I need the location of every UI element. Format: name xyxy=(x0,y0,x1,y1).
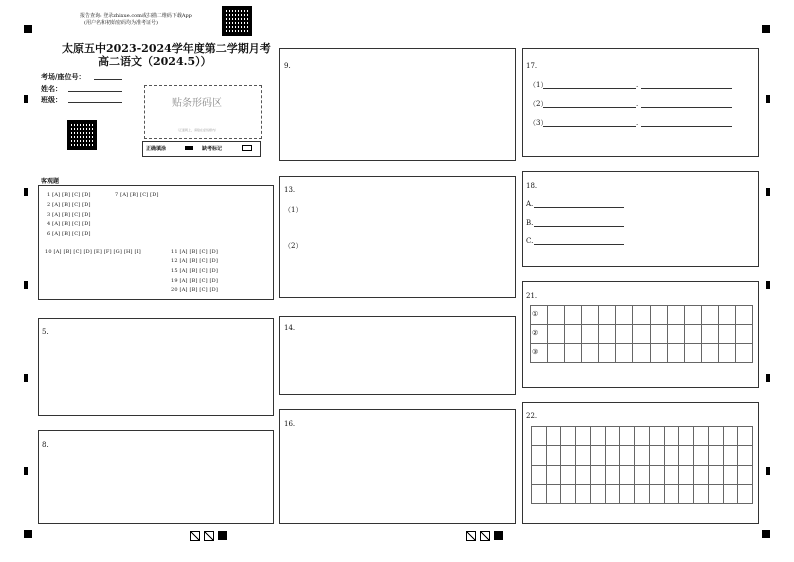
app-qr-code xyxy=(222,6,252,36)
exam-seat-field[interactable] xyxy=(94,79,122,80)
answer-line[interactable] xyxy=(543,107,636,108)
grid-cell[interactable] xyxy=(635,466,650,485)
grid-cell[interactable] xyxy=(561,427,576,446)
grid-cell[interactable] xyxy=(736,306,753,325)
choice-row[interactable]: 10 [A] [B] [C] [D] [E] [F] [G] [H] [I] xyxy=(45,249,141,255)
barcode-area-hint: （正面朝上，请贴在虚线框内） xyxy=(176,128,219,132)
grid-cell[interactable] xyxy=(565,306,582,325)
grid-cell[interactable] xyxy=(679,427,694,446)
choice-row[interactable]: 4 [A] [B] [C] [D] xyxy=(47,221,91,227)
timing-mark xyxy=(766,374,770,382)
page-mark-hatched xyxy=(204,531,214,541)
grid-cell[interactable] xyxy=(719,325,736,344)
question-number: 14. xyxy=(284,324,296,332)
answer-line[interactable] xyxy=(543,126,636,127)
grid-cell[interactable] xyxy=(635,427,650,446)
grid-cell[interactable] xyxy=(702,306,719,325)
timing-mark xyxy=(24,95,28,103)
question-number: 9. xyxy=(284,62,291,70)
answer-box-q18 xyxy=(522,171,759,267)
answer-line[interactable] xyxy=(534,244,624,245)
student-qr-code xyxy=(67,120,97,150)
answer-line[interactable] xyxy=(534,207,624,208)
grid-cell[interactable] xyxy=(547,446,562,465)
grid-cell[interactable] xyxy=(582,344,599,363)
grid-cell[interactable] xyxy=(694,427,709,446)
sub-question-number: （3） xyxy=(529,119,548,127)
grid-cell[interactable] xyxy=(709,446,724,465)
grid-cell[interactable] xyxy=(606,427,621,446)
corner-mark-top-right xyxy=(762,25,770,33)
report-notice-line1: 报告查询: 登录zhixue.com或扫描二维码下载App xyxy=(80,13,192,19)
corner-mark-top-left xyxy=(24,25,32,33)
answer-box-q14[interactable] xyxy=(279,316,516,395)
separator-dot: . xyxy=(636,100,639,108)
grid-cell[interactable] xyxy=(606,446,621,465)
option-label: C. xyxy=(526,237,534,245)
answer-line[interactable] xyxy=(543,88,636,89)
grid-cell[interactable] xyxy=(633,325,650,344)
choice-row[interactable]: 6 [A] [B] [C] [D] xyxy=(47,231,91,237)
grid-cell[interactable] xyxy=(668,325,685,344)
grid-cell[interactable] xyxy=(591,446,606,465)
grid-cell[interactable] xyxy=(694,446,709,465)
grid-cell[interactable] xyxy=(709,427,724,446)
correct-fill-sample xyxy=(185,146,193,150)
separator-dot: . xyxy=(636,81,639,89)
name-label: 姓名： xyxy=(41,84,62,93)
grid-cell[interactable] xyxy=(694,466,709,485)
choice-row[interactable]: 15 [A] [B] [C] [D] xyxy=(171,268,219,274)
grid-cell[interactable] xyxy=(620,466,635,485)
timing-mark xyxy=(766,281,770,289)
grid-cell[interactable] xyxy=(694,485,709,504)
grid-cell[interactable] xyxy=(679,485,694,504)
choice-row[interactable]: 1 [A] [B] [C] [D] xyxy=(47,192,91,198)
question-number: 22. xyxy=(526,412,538,420)
grid-cell[interactable] xyxy=(616,325,633,344)
grid-cell[interactable] xyxy=(606,466,621,485)
exam-seat-label: 考场/座位号： xyxy=(41,72,86,81)
objective-title: 客观题 xyxy=(41,178,60,185)
grid-cell[interactable] xyxy=(651,325,668,344)
timing-mark xyxy=(24,467,28,475)
exam-subtitle: 高二语文（2024.5）） xyxy=(98,55,212,68)
sub-question-number: （2） xyxy=(529,100,548,108)
choice-row[interactable]: 20 [A] [B] [C] [D] xyxy=(171,287,219,293)
grid-cell[interactable] xyxy=(616,344,633,363)
grid-cell[interactable] xyxy=(650,446,665,465)
answer-line[interactable] xyxy=(641,107,732,108)
grid-cell[interactable] xyxy=(616,306,633,325)
absent-label: 缺考标记 xyxy=(202,146,223,152)
grid-cell[interactable] xyxy=(582,306,599,325)
sub-question-number: （1） xyxy=(284,206,303,214)
grid-cell[interactable] xyxy=(635,485,650,504)
page-mark-solid xyxy=(494,531,503,540)
choice-row[interactable]: 19 [A] [B] [C] [D] xyxy=(171,278,219,284)
question-number: 8. xyxy=(42,441,49,449)
grid-cell[interactable] xyxy=(620,485,635,504)
row-marker: ③ xyxy=(532,348,539,356)
writing-grid-q22[interactable] xyxy=(531,426,753,504)
answer-box-q16[interactable] xyxy=(279,409,516,524)
grid-cell[interactable] xyxy=(702,344,719,363)
answer-box-q8[interactable] xyxy=(38,430,274,524)
answer-box-q9[interactable] xyxy=(279,48,516,161)
grid-cell[interactable] xyxy=(561,446,576,465)
grid-cell[interactable] xyxy=(620,427,635,446)
choice-row[interactable]: 11 [A] [B] [C] [D] xyxy=(171,249,219,255)
grid-cell[interactable] xyxy=(736,325,753,344)
grid-cell[interactable] xyxy=(576,427,591,446)
grid-cell[interactable] xyxy=(606,485,621,504)
grid-cell[interactable] xyxy=(719,306,736,325)
grid-cell[interactable] xyxy=(599,344,616,363)
grid-cell[interactable] xyxy=(620,446,635,465)
grid-cell[interactable] xyxy=(591,427,606,446)
grid-cell[interactable] xyxy=(591,485,606,504)
grid-cell[interactable] xyxy=(547,485,562,504)
grid-cell[interactable] xyxy=(635,446,650,465)
report-notice-line2: (用户名和初始密码均为准考证号) xyxy=(84,20,158,26)
grid-cell[interactable] xyxy=(668,306,685,325)
choice-row[interactable]: 2 [A] [B] [C] [D] xyxy=(47,202,91,208)
grid-cell[interactable] xyxy=(576,446,591,465)
choice-row[interactable]: 12 [A] [B] [C] [D] xyxy=(171,258,219,264)
grid-cell[interactable] xyxy=(665,466,680,485)
writing-grid-q21[interactable] xyxy=(530,305,753,363)
grid-cell[interactable] xyxy=(582,325,599,344)
grid-cell[interactable] xyxy=(576,466,591,485)
timing-mark xyxy=(24,374,28,382)
grid-cell[interactable] xyxy=(724,446,739,465)
grid-cell[interactable] xyxy=(565,325,582,344)
grid-cell[interactable] xyxy=(591,466,606,485)
grid-cell[interactable] xyxy=(599,325,616,344)
sub-question-number: （2） xyxy=(284,242,303,250)
option-label: B. xyxy=(526,219,534,227)
exam-title: 太原五中2023-2024学年度第二学期月考 xyxy=(62,42,271,55)
grid-cell[interactable] xyxy=(724,485,739,504)
grid-cell[interactable] xyxy=(547,466,562,485)
answer-box-q5[interactable] xyxy=(38,318,274,416)
grid-cell[interactable] xyxy=(565,344,582,363)
grid-cell[interactable] xyxy=(548,306,565,325)
grid-cell[interactable] xyxy=(599,306,616,325)
answer-box-q17 xyxy=(522,48,759,157)
grid-cell[interactable] xyxy=(685,344,702,363)
grid-cell[interactable] xyxy=(679,446,694,465)
corner-mark-bottom-right xyxy=(762,530,770,538)
timing-mark xyxy=(766,467,770,475)
grid-cell[interactable] xyxy=(532,485,547,504)
answer-line[interactable] xyxy=(641,126,732,127)
grid-cell[interactable] xyxy=(548,344,565,363)
row-marker: ② xyxy=(532,329,539,337)
option-label: A. xyxy=(526,200,534,208)
grid-cell[interactable] xyxy=(651,306,668,325)
grid-cell[interactable] xyxy=(736,344,753,363)
timing-mark xyxy=(24,281,28,289)
question-number: 21. xyxy=(526,292,538,300)
question-number: 18. xyxy=(526,182,538,190)
grid-cell[interactable] xyxy=(665,485,680,504)
grid-cell[interactable] xyxy=(738,427,753,446)
page-mark-hatched xyxy=(466,531,476,541)
grid-cell[interactable] xyxy=(532,466,547,485)
grid-cell[interactable] xyxy=(668,344,685,363)
answer-box-q13[interactable] xyxy=(279,176,516,298)
page-mark-hatched xyxy=(190,531,200,541)
grid-cell[interactable] xyxy=(665,427,680,446)
timing-mark xyxy=(24,188,28,196)
page-mark-solid xyxy=(218,531,227,540)
grid-cell[interactable] xyxy=(532,427,547,446)
question-number: 5. xyxy=(42,328,49,336)
grid-cell[interactable] xyxy=(679,466,694,485)
grid-cell[interactable] xyxy=(650,485,665,504)
grid-cell[interactable] xyxy=(709,466,724,485)
grid-cell[interactable] xyxy=(650,466,665,485)
question-number: 16. xyxy=(284,420,296,428)
grid-cell[interactable] xyxy=(738,446,753,465)
grid-cell[interactable] xyxy=(724,466,739,485)
grid-cell[interactable] xyxy=(665,446,680,465)
grid-cell[interactable] xyxy=(633,306,650,325)
grid-cell[interactable] xyxy=(547,427,562,446)
grid-cell[interactable] xyxy=(702,325,719,344)
correct-fill-label: 正确填涂 xyxy=(146,146,167,152)
grid-cell[interactable] xyxy=(685,325,702,344)
grid-cell[interactable] xyxy=(532,446,547,465)
grid-cell[interactable] xyxy=(709,485,724,504)
barcode-area-title: 贴条形码区 xyxy=(172,98,222,109)
choice-row[interactable]: 7 [A] [B] [C] [D] xyxy=(115,192,159,198)
grid-cell[interactable] xyxy=(576,485,591,504)
grid-cell[interactable] xyxy=(561,485,576,504)
question-number: 13. xyxy=(284,186,296,194)
class-field[interactable] xyxy=(68,102,122,103)
sub-question-number: （1） xyxy=(529,81,548,89)
row-marker: ① xyxy=(532,310,539,318)
timing-mark xyxy=(766,188,770,196)
grid-cell[interactable] xyxy=(561,466,576,485)
question-number: 17. xyxy=(526,62,538,70)
answer-line[interactable] xyxy=(641,88,732,89)
choice-row[interactable]: 3 [A] [B] [C] [D] xyxy=(47,212,91,218)
absent-checkbox[interactable] xyxy=(242,145,252,151)
separator-dot: . xyxy=(636,119,639,127)
page-mark-hatched xyxy=(480,531,490,541)
class-label: 班级： xyxy=(41,95,62,104)
corner-mark-bottom-left xyxy=(24,530,32,538)
grid-cell[interactable] xyxy=(548,325,565,344)
timing-mark xyxy=(766,95,770,103)
answer-line[interactable] xyxy=(534,226,624,227)
grid-cell[interactable] xyxy=(633,344,650,363)
grid-cell[interactable] xyxy=(724,427,739,446)
grid-cell[interactable] xyxy=(651,344,668,363)
grid-cell[interactable] xyxy=(650,427,665,446)
grid-cell[interactable] xyxy=(719,344,736,363)
grid-cell[interactable] xyxy=(738,466,753,485)
grid-cell[interactable] xyxy=(685,306,702,325)
name-field[interactable] xyxy=(68,91,122,92)
grid-cell[interactable] xyxy=(738,485,753,504)
